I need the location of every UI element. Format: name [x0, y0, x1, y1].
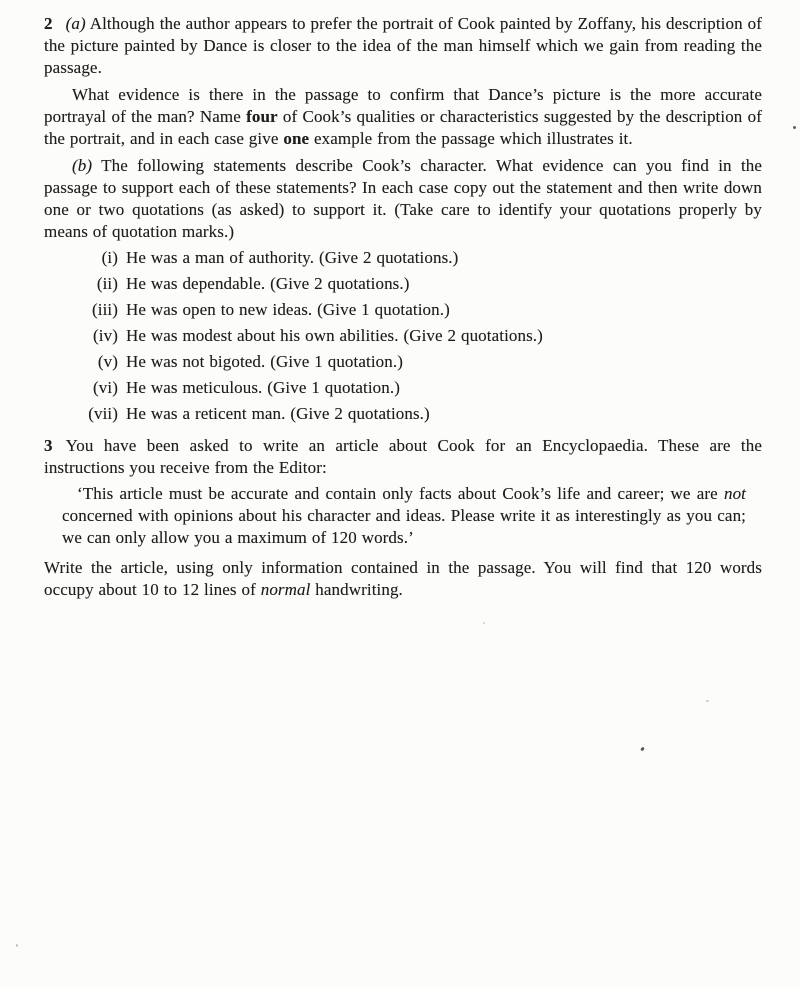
- list-item-v-numeral: (v): [97, 352, 118, 371]
- question-2b-intro-paragraph: [44, 155, 762, 243]
- list-item-ii-text: He was dependable. (Give 2 quotations.): [126, 274, 410, 293]
- question-2-number: 2: [44, 14, 53, 33]
- list-item-i-text: He was a man of authority. (Give 2 quotations.): [126, 248, 459, 267]
- list-item-vii: [44, 401, 762, 427]
- list-item-ii: [44, 271, 762, 297]
- list-item-iv-numeral: (iv): [93, 326, 118, 345]
- list-item-iv: [44, 323, 762, 349]
- editor-quote-pre: ‘This article must be accurate and contain only facts about Cook’s life and career; we are: [77, 484, 718, 503]
- question-2a-task-pre: What evidence is there in the passage to confirm that Dance’s picture is the more accurate portrayal of the man? Name: [44, 85, 762, 126]
- list-item-i: [44, 245, 762, 271]
- question-2a-task-mid: of Cook’s qualities or characteristics suggested by the description of the portrait, and in each case give: [44, 107, 762, 148]
- bold-word-one: one: [283, 129, 310, 148]
- list-item-iii-text: He was open to new ideas. (Give 1 quotation.): [126, 300, 450, 319]
- question-2b-intro-text: The following statements describe Cook’s character. What evidence can you find in the passage to support each of these statements? In each case copy out the statement and then write down one or two quotations (as asked) to support it. (Take care to identify your quotations properly by means of quotation marks.): [44, 156, 763, 241]
- question-2a-task-paragraph: [44, 84, 762, 150]
- question-2b-label: (b): [72, 156, 93, 175]
- list-item-ii-numeral: (ii): [96, 274, 118, 293]
- question-3-intro-paragraph: [44, 435, 762, 479]
- list-item-vii-numeral: (vii): [88, 404, 118, 423]
- list-item-v-text: He was not bigoted. (Give 1 quotation.): [126, 352, 403, 371]
- question-2a-task-post: example from the passage which illustrates it.: [314, 129, 633, 148]
- question-3-number: 3: [44, 436, 53, 455]
- italic-word-not: not: [723, 484, 746, 503]
- list-item-vi-numeral: (vi): [93, 378, 118, 397]
- scan-speck: [16, 944, 18, 947]
- list-item-v: [44, 349, 762, 375]
- list-item-i-numeral: (i): [101, 248, 118, 267]
- question-3-intro-text: You have been asked to write an article about Cook for an Encyclopaedia. These are the instructions you receive from the Editor:: [44, 436, 762, 477]
- question-3-instructions-post: handwriting.: [315, 580, 403, 599]
- question-2b-statement-list: [44, 245, 762, 427]
- question-2a-label: (a): [65, 14, 86, 33]
- question-3-instructions-pre: Write the article, using only information contained in the passage. You will find that 120 words occupy about 10 to 12 lines of: [44, 558, 762, 599]
- scan-speck: [640, 747, 645, 752]
- list-item-iii: [44, 297, 762, 323]
- italic-word-normal: normal: [260, 580, 311, 599]
- question-3-instructions-paragraph: [44, 557, 762, 601]
- editor-quote-post: concerned with opinions about his character and ideas. Please write it as interestingly as you can; we can only allow you a maximum of 120 words.’: [62, 506, 746, 547]
- scan-speck: [793, 126, 796, 129]
- list-item-iv-text: He was modest about his own abilities. (Give 2 quotations.): [126, 326, 543, 345]
- question-3-editor-quote: [62, 483, 746, 549]
- question-2a-intro-text: Although the author appears to prefer the portrait of Cook painted by Zoffany, his description of the picture painted by Dance is closer to the idea of the man himself which we gain from reading the passage.: [44, 14, 762, 77]
- list-item-vi-text: He was meticulous. (Give 1 quotation.): [126, 378, 400, 397]
- list-item-vii-text: He was a reticent man. (Give 2 quotations.): [126, 404, 430, 423]
- question-2a-intro-paragraph: [44, 13, 762, 79]
- list-item-iii-numeral: (iii): [92, 300, 118, 319]
- scan-speck: [706, 700, 709, 702]
- scan-speck: [483, 622, 485, 624]
- list-item-vi: [44, 375, 762, 401]
- bold-word-four: four: [246, 107, 278, 126]
